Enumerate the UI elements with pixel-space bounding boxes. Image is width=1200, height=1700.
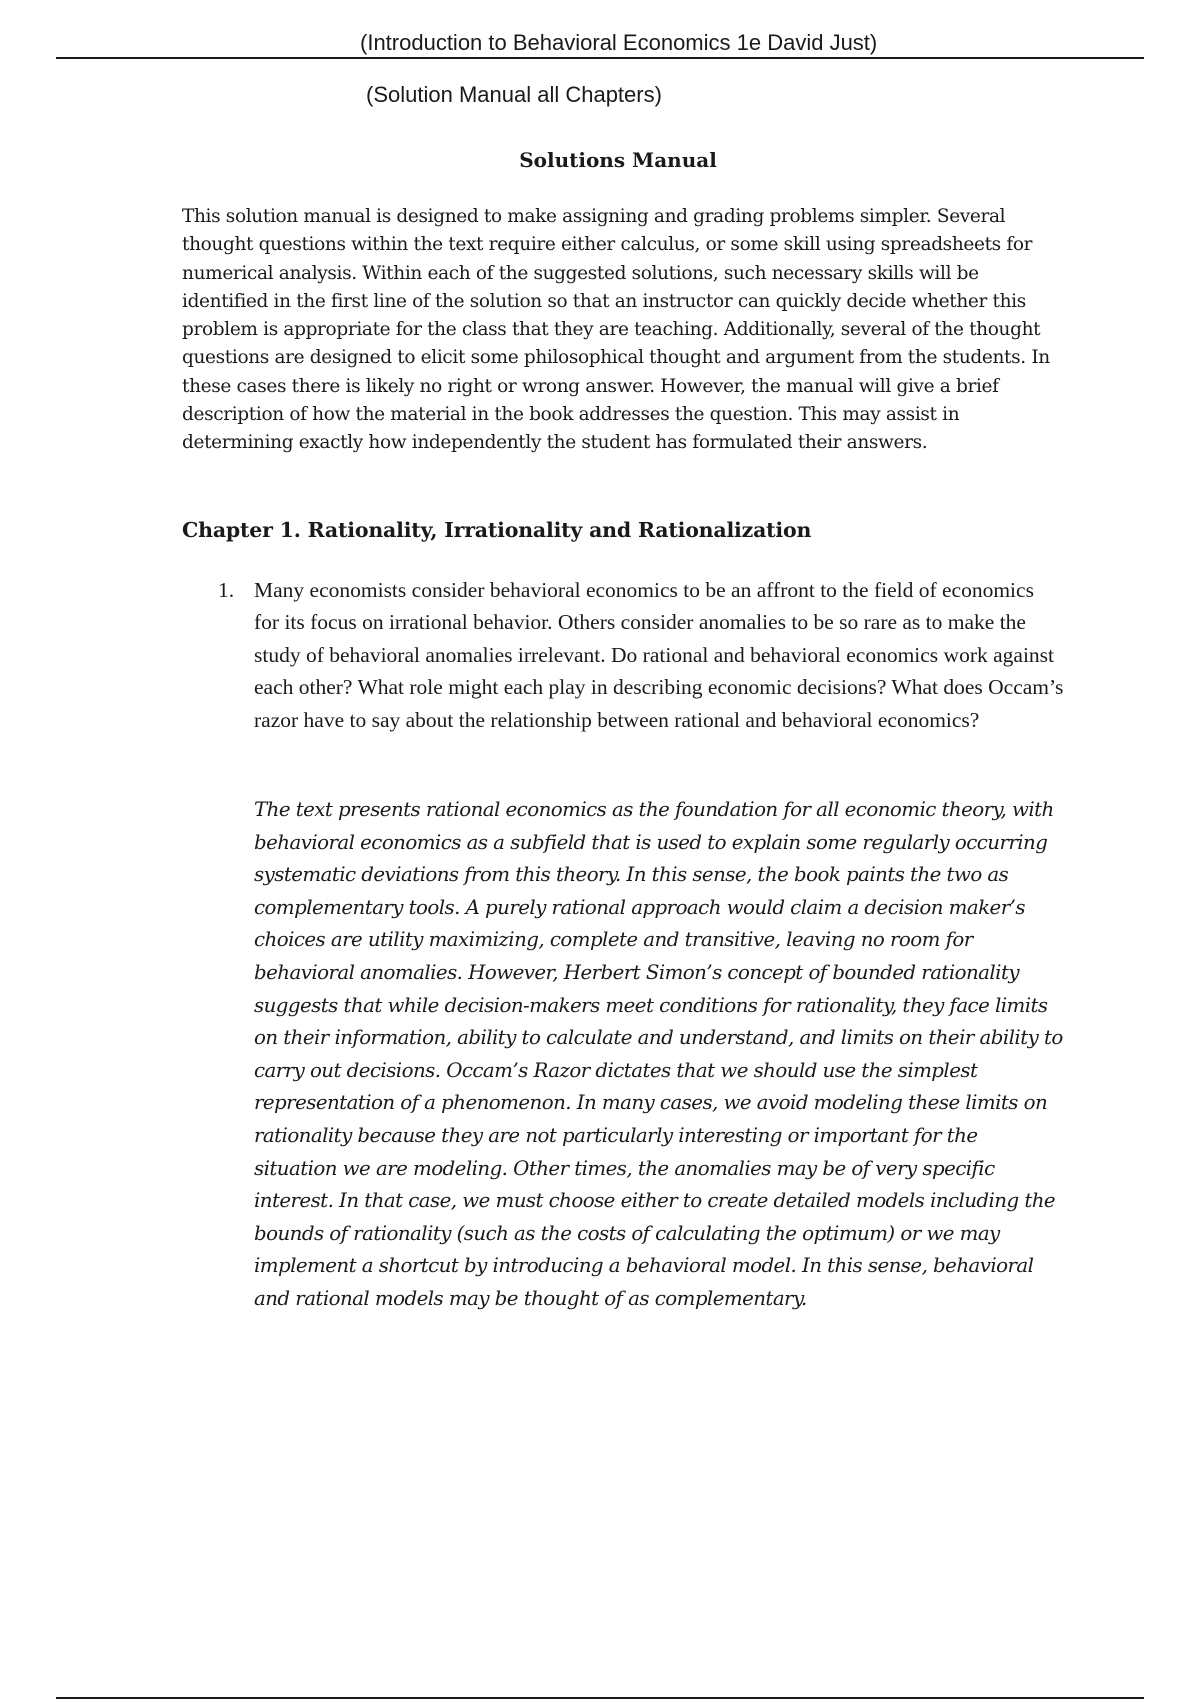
chapter-heading: Chapter 1. Rationality, Irrationality and Rationalization — [182, 518, 812, 542]
question-text: Many economists consider behavioral economics to be an affront to the field of economics for its focus on irrational behavior. Others consider anomalies to be so rare as to make the study of behavioral anomalies irrelevant. Do rational and behavioral economics work against each other? What role might each play in describing economic decisions? What does Occam’s razor have to say about the relationship between rational and behavioral economics? — [254, 578, 1064, 732]
answer-text: The text presents rational economics as the foundation for all economic theory, with behavioral economics as a subfield that is used to explain some regularly occurring systematic deviations from this theory. In this sense, the book paints the two as complementary tools. A purely rational approach would claim a decision maker’s choices are utility maximizing, complete and transitive, leaving no room for behavioral anomalies. However, Herbert Simon’s concept of bounded rationality suggests that while decision-makers meet conditions for rationality, they face limits on their information, ability to calculate and understand, and limits on their ability to carry out decisions. Occam’s Razor dictates that we should use the simplest representation of a phenomenon. In many cases, we avoid modeling these limits on rationality because they are not particularly interesting or important for the situation we are modeling. Other times, the anomalies may be of very specific interest. In that case, we must choose either to create detailed models including the bounds of rationality (such as the costs of calculating the optimum) or we may implement a shortcut by introducing a behavioral model. In this sense, behavioral and rational models may be thought of as complementary. — [254, 798, 1063, 1310]
intro-paragraph: This solution manual is designed to make assigning and grading problems simpler. Several thought questions within the text require either calculus, or some skill using spreadsheets for numerical analysis. Within each of the suggested solutions, such necessary skills will be identified in the first line of the solution so that an instructor can quickly decide whether this problem is appropriate for the class that they are teaching. Additionally, several of the thought questions are designed to elicit some philosophical thought and argument from the students. In these cases there is likely no right or wrong answer. However, the manual will give a brief description of how the material in the book addresses the question. This may assist in determining exactly how independently the student has formulated their answers. — [182, 206, 1050, 454]
footer-rule — [56, 1697, 1144, 1699]
header-rule — [56, 57, 1144, 59]
document-heading: Solutions Manual — [519, 148, 717, 172]
header-title: (Introduction to Behavioral Economics 1e David Just) — [360, 30, 878, 55]
question-number: 1. — [218, 578, 235, 602]
header-subtitle: (Solution Manual all Chapters) — [366, 82, 662, 107]
